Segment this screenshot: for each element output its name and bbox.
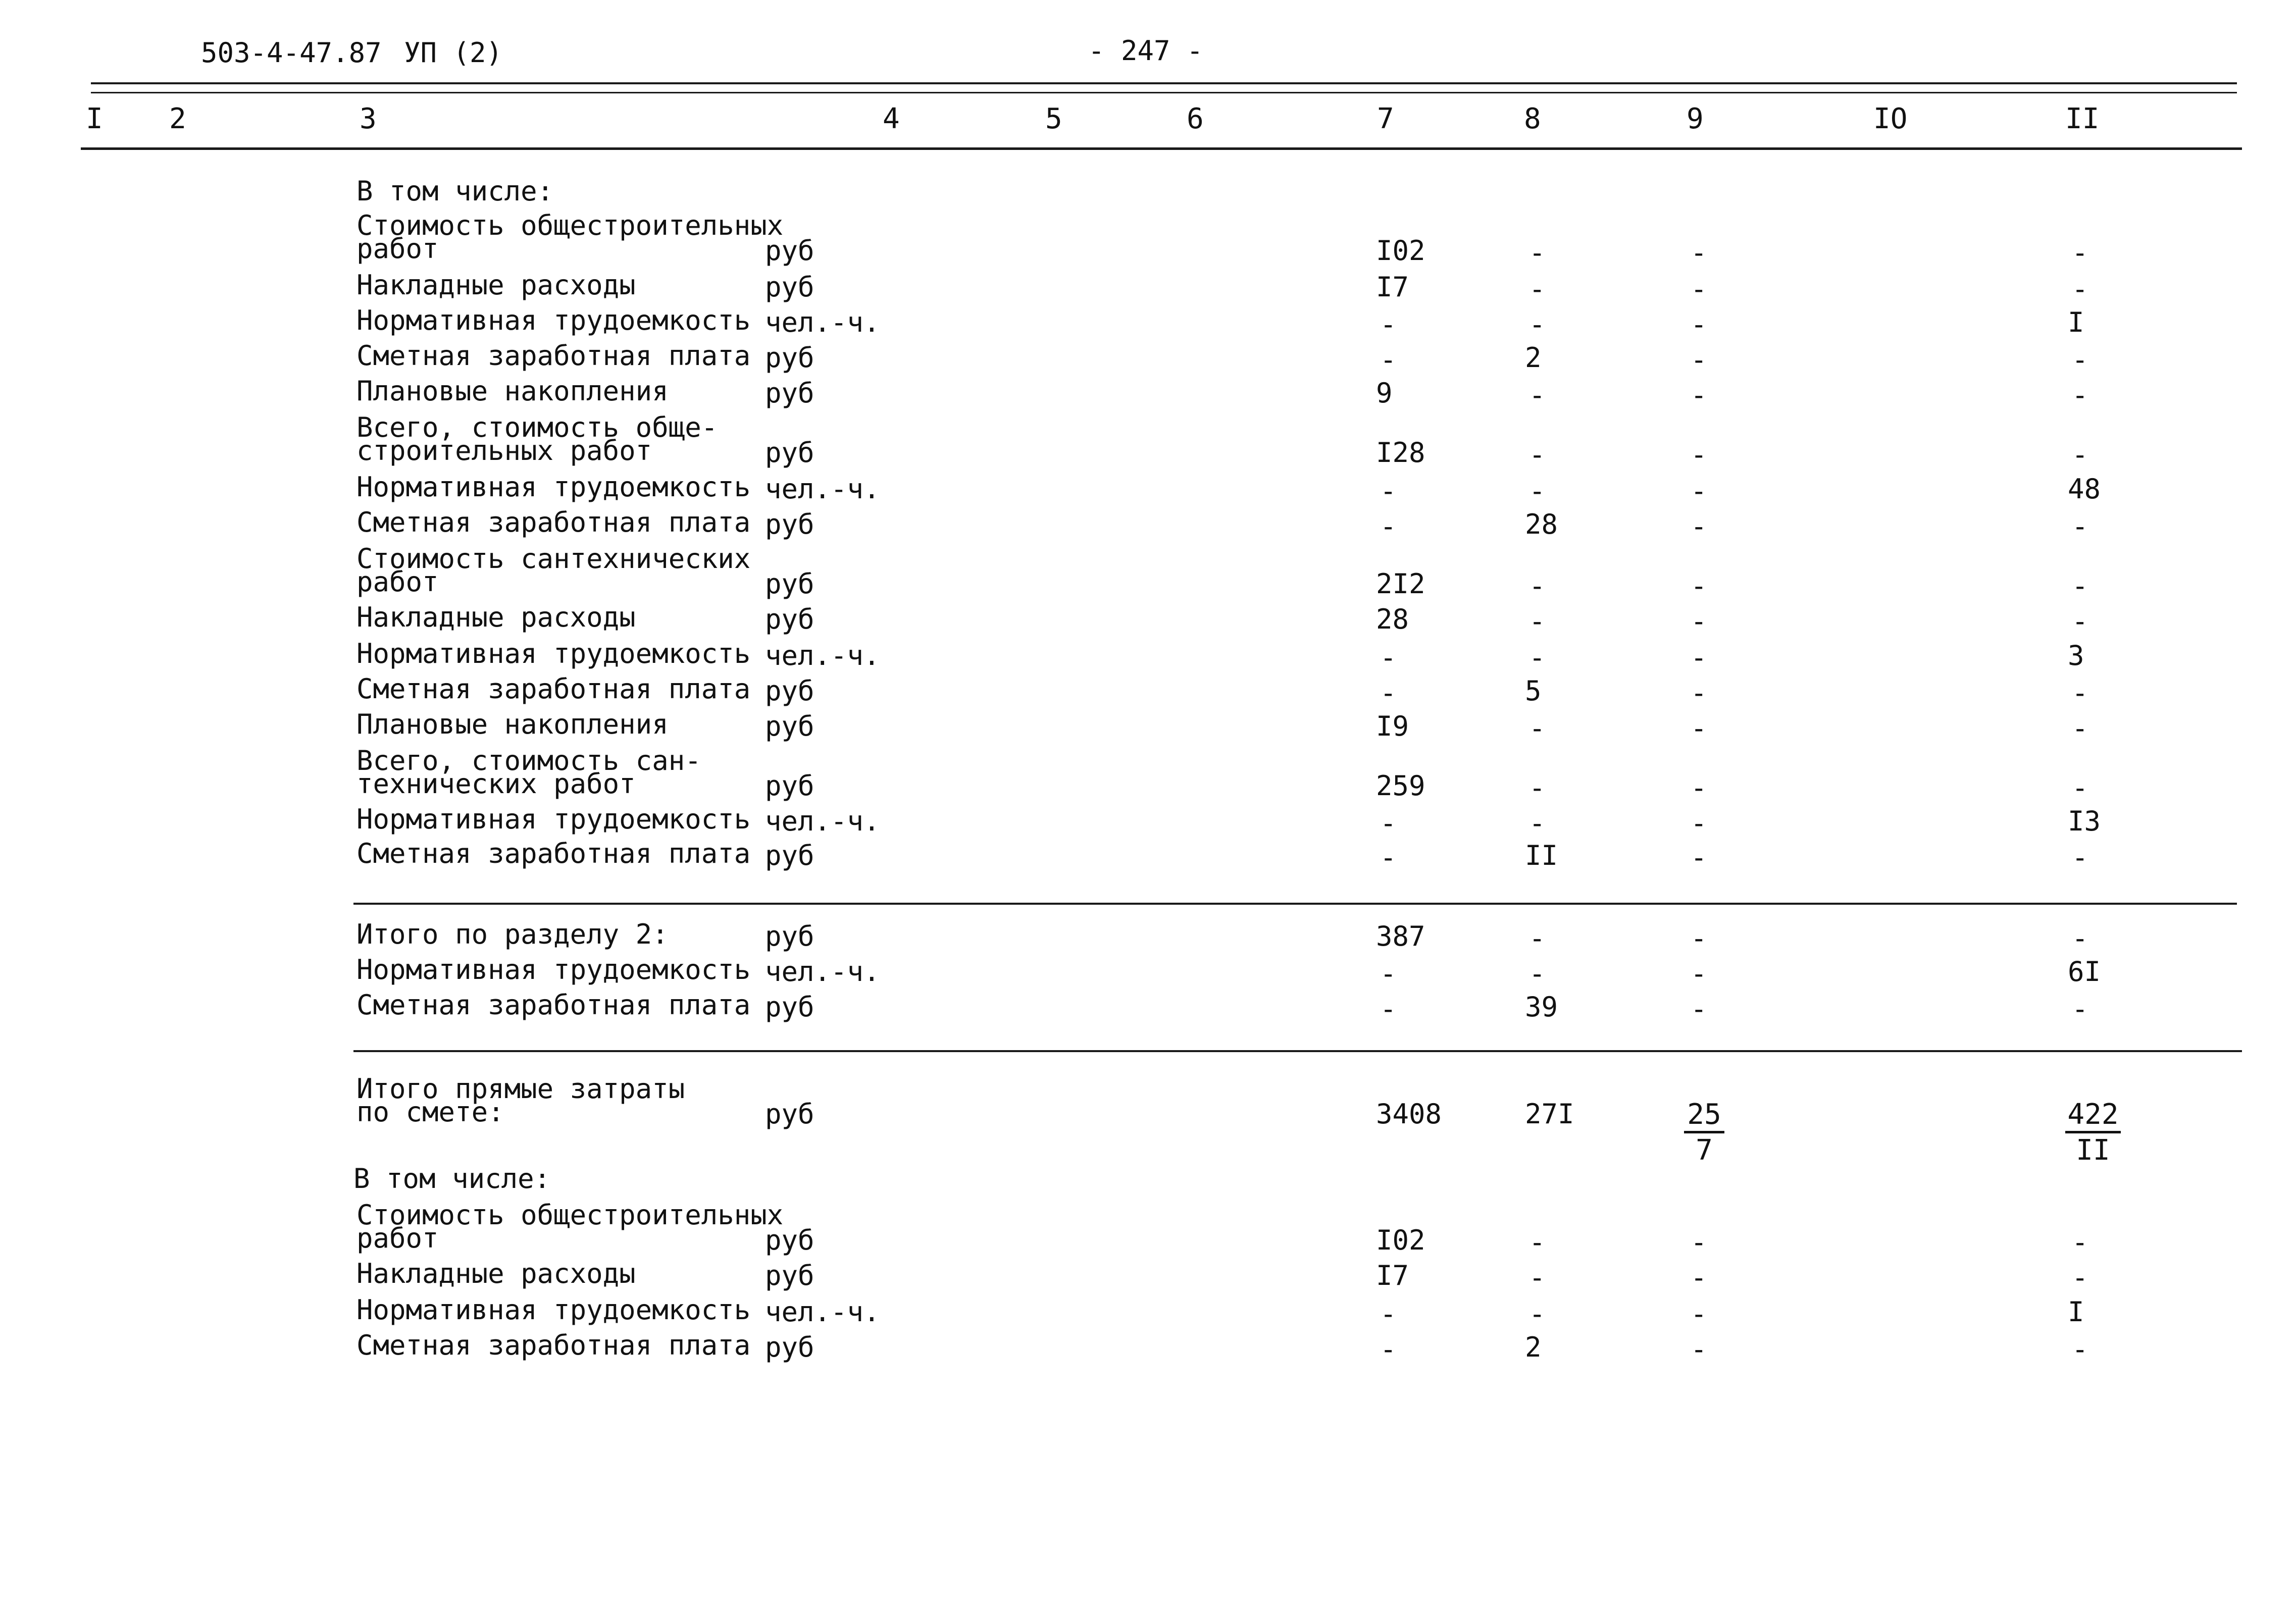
row-unit: руб [765,508,814,540]
cell-c11: - [2072,677,2088,709]
cell-c7: 259 [1376,770,1425,802]
cell-c11: - [2072,772,2088,804]
cell-c8: - [1529,1262,1546,1293]
cell-c11: - [2072,712,2088,744]
row-unit: руб [765,1098,814,1130]
cell-c8: 27I [1525,1098,1574,1130]
row-label-line: Сметная заработная плата [356,989,751,1021]
cell-c9: - [1691,958,1707,990]
cell-c8: - [1529,1226,1546,1258]
row-label-line: Итого прямые затраты [356,1073,685,1105]
row-label [356,1199,784,1254]
row-label [356,803,751,835]
cell-c7: - [1380,1298,1397,1330]
row-label [356,673,751,705]
row-label-line: Нормативная трудоемкость [356,304,751,336]
column-number-10: IO [1873,102,1908,135]
column-number-9: 9 [1687,102,1704,135]
row-label-line: Всего, стоимость обще- [356,411,718,443]
document-code: 503-4-47.87 [201,37,382,69]
cell-c9: - [1691,993,1707,1025]
row-label [356,638,751,669]
row-label [356,989,751,1021]
cell-c11: - [2072,605,2088,637]
section-separator-2 [353,1050,2242,1052]
cell-c11: I [2068,1296,2084,1328]
column-number-1: I [86,102,103,135]
cell-c8: - [1529,237,1546,269]
row-unit: руб [765,271,814,303]
row-label-line: строительных работ [356,435,652,466]
cell-c9: - [1691,842,1707,873]
row-label-line: Плановые накопления [356,708,669,740]
cell-c8: 5 [1525,675,1542,707]
cell-c9: - [1691,677,1707,709]
cell-c9: - [1691,273,1707,305]
row-unit: руб [765,991,814,1023]
section-code: УП (2) [404,37,503,69]
row-label-line: Нормативная трудоемкость [356,803,751,835]
row-label-line: Накладные расходы [356,1258,636,1289]
cell-c9: - [1691,1226,1707,1258]
cell-c9: - [1691,510,1707,542]
cell-c8: - [1529,308,1546,340]
cell-c7: - [1380,642,1397,673]
cell-c9: - [1691,807,1707,839]
row-label [356,745,701,800]
row-unit: руб [765,840,814,871]
page-number: - 247 - [1088,35,1203,67]
fraction-c11 [2065,1098,2121,1167]
row-label-line: Сметная заработная плата [356,1329,751,1361]
cell-c9: - [1691,1298,1707,1330]
row-label-line: Сметная заработная плата [356,673,751,705]
cell-c9: - [1691,1333,1707,1365]
cell-c8: II [1525,840,1558,871]
row-label [356,1329,751,1361]
cell-c8: - [1529,922,1546,954]
row-label [356,1258,636,1289]
row-unit: чел.-ч. [765,473,880,505]
cell-c11: - [2072,842,2088,873]
cell-c9: - [1691,605,1707,637]
row-label [356,375,669,407]
cell-c11: - [2072,1262,2088,1293]
row-label [356,471,751,503]
cell-c7: 9 [1376,377,1393,409]
cell-c11: - [2072,510,2088,542]
row-label [356,411,718,466]
cell-c7: 2I2 [1376,568,1425,600]
row-unit: чел.-ч. [765,805,880,837]
row-label-line: Нормативная трудоемкость [356,638,751,669]
cell-c9: - [1691,475,1707,507]
row-unit: руб [765,1260,814,1291]
cell-c11: I [2068,306,2084,338]
row-unit: руб [765,675,814,707]
cell-c8: - [1529,475,1546,507]
cell-c9: - [1691,308,1707,340]
column-number-7: 7 [1377,102,1394,135]
cell-c11: 6I [2068,956,2101,988]
cell-c8: - [1529,273,1546,305]
cell-c11: - [2072,1333,2088,1365]
row-unit: чел.-ч. [765,956,880,988]
cell-c7: I28 [1376,437,1425,469]
row-label-line: Стоимость общестроительных [356,1199,784,1231]
row-label [356,838,751,869]
cell-c8: 28 [1525,508,1558,540]
row-label [356,340,751,372]
row-unit: руб [765,710,814,742]
cell-c7: - [1380,993,1397,1025]
cell-c9: - [1691,379,1707,411]
column-number-2: 2 [169,102,186,135]
cell-c11: - [2072,273,2088,305]
cell-c9: - [1691,439,1707,471]
row-unit: руб [765,1224,814,1256]
row-unit: руб [765,770,814,802]
column-number-8: 8 [1524,102,1541,135]
row-unit: руб [765,568,814,600]
cell-c7: - [1380,958,1397,990]
cell-c11: - [2072,1226,2088,1258]
fraction-denominator: II [2076,1134,2110,1167]
cell-c7: - [1380,510,1397,542]
row-unit: чел.-ч. [765,306,880,338]
cell-c11: I3 [2068,805,2101,837]
row-unit: руб [765,377,814,409]
cell-c7: - [1380,308,1397,340]
row-unit: руб [765,342,814,374]
cell-c7: I02 [1376,235,1425,267]
cell-c11: - [2072,344,2088,376]
row-label [356,210,784,265]
column-number-3: 3 [360,102,377,135]
row-label-line: Итого по разделу 2: [356,918,669,950]
column-number-4: 4 [883,102,900,135]
row-label-line: Плановые накопления [356,375,669,407]
row-label-line: Всего, стоимость сан- [356,745,701,776]
cell-c11: - [2072,922,2088,954]
cell-c8: 2 [1525,342,1542,374]
cell-c8: - [1529,439,1546,471]
row-label-line: Стоимость общестроительных [356,210,784,241]
section-separator-1 [353,903,2237,905]
row-label-line: Стоимость сантехнических [356,543,751,575]
column-number-6: 6 [1187,102,1204,135]
cell-c8: - [1529,772,1546,804]
cell-c9: - [1691,344,1707,376]
column-number-11: II [2065,102,2100,135]
cell-c11: - [2072,570,2088,602]
cell-c8: 39 [1525,991,1558,1023]
cell-c7: I7 [1376,271,1409,303]
row-label-line: Накладные расходы [356,601,636,633]
row-unit: руб [765,920,814,952]
cell-c7: 3408 [1376,1098,1442,1130]
cell-c7: I7 [1376,1260,1409,1291]
cell-c8: - [1529,958,1546,990]
cell-c7: - [1380,807,1397,839]
cell-c7: - [1380,842,1397,873]
row-label-line: технических работ [356,768,636,800]
fraction-numerator: 25 [1684,1101,1724,1133]
row-unit: чел.-ч. [765,1296,880,1328]
cell-c9: - [1691,922,1707,954]
row-label [356,708,669,740]
row-label-line: работ [356,233,439,265]
cell-c8: - [1529,1298,1546,1330]
fraction-denominator: 7 [1696,1134,1713,1167]
cell-c9: - [1691,772,1707,804]
cell-c7: 387 [1376,920,1425,952]
cell-c9: - [1691,570,1707,602]
cell-c7: - [1380,677,1397,709]
header-bottom-rule [81,147,2242,150]
fraction-numerator: 422 [2065,1101,2121,1133]
row-label [356,506,751,538]
cell-c11: - [2072,237,2088,269]
row-label [356,543,751,598]
row-label-line: работ [356,1222,439,1254]
row-unit: чел.-ч. [765,640,880,671]
row-label [356,269,636,301]
cell-c11: - [2072,439,2088,471]
cell-c9: - [1691,1262,1707,1293]
row-label [356,1073,685,1128]
header-top-rule [91,82,2237,84]
cell-c8: - [1529,570,1546,602]
row-label [356,954,751,985]
row-label-line: Накладные расходы [356,269,636,301]
cell-c7: - [1380,344,1397,376]
cell-c9: - [1691,642,1707,673]
cell-c8: 2 [1525,1331,1542,1363]
row-label-line: Сметная заработная плата [356,838,751,869]
cell-c11: - [2072,379,2088,411]
row-label [356,1294,751,1326]
cell-c8: - [1529,642,1546,673]
row-unit: руб [765,1331,814,1363]
row-unit: руб [765,603,814,635]
row-label-line: по смете: [356,1096,504,1128]
row-label [356,601,636,633]
row-label-line: Сметная заработная плата [356,506,751,538]
row-label-line: Нормативная трудоемкость [356,954,751,985]
cell-c11: 48 [2068,473,2101,505]
row-label [356,918,669,950]
cell-c7: I9 [1376,710,1409,742]
row-label-line: Сметная заработная плата [356,340,751,372]
cell-c7: I02 [1376,1224,1425,1256]
cell-c8: - [1529,605,1546,637]
cell-c7: - [1380,475,1397,507]
cell-c8: - [1529,712,1546,744]
fraction-c9 [1684,1098,1724,1167]
cell-c7: - [1380,1333,1397,1365]
cell-c9: - [1691,712,1707,744]
cell-c11: - [2072,993,2088,1025]
header-top-rule-lower [91,92,2237,93]
row-label [356,304,751,336]
cell-c7: 28 [1376,603,1409,635]
row-unit: руб [765,235,814,267]
cell-c8: - [1529,379,1546,411]
column-number-5: 5 [1045,102,1062,135]
row-label-line: Нормативная трудоемкость [356,471,751,503]
row-label-line: работ [356,566,439,598]
block1-intro: В том числе: [356,175,554,207]
cell-c9: - [1691,237,1707,269]
cell-c8: - [1529,807,1546,839]
row-label-line: Нормативная трудоемкость [356,1294,751,1326]
row-unit: руб [765,437,814,469]
block3-intro: В том числе: [353,1163,551,1194]
cell-c11: 3 [2068,640,2084,671]
